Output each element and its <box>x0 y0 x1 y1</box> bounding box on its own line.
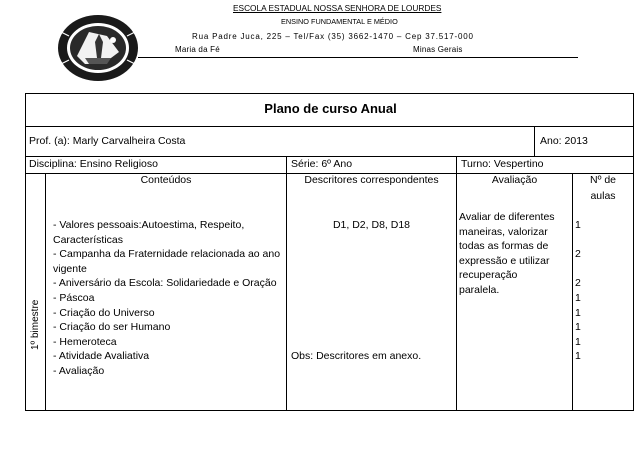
content-item: - Hemeroteca <box>53 335 117 348</box>
col-header-descritores: Descritores correspondentes <box>304 174 439 186</box>
evaluation-line: todas as formas de <box>459 240 549 253</box>
content-item: Características <box>53 233 124 246</box>
content-item: - Aniversário da Escola: Solidariedade e Oração <box>53 277 277 290</box>
lesson-count: 1 <box>575 335 581 348</box>
col-divider <box>572 173 573 410</box>
grade: Série: 6º Ano <box>291 158 353 170</box>
subject: Disciplina: Ensino Religioso <box>29 158 158 170</box>
course-plan-table <box>25 93 634 411</box>
content-item: - Criação do Universo <box>53 306 155 319</box>
content-item: vigente <box>53 262 87 275</box>
content-item: - Valores pessoais:Autoestima, Respeito, <box>53 219 245 231</box>
lesson-count: 2 <box>575 277 581 290</box>
contents-list <box>53 218 280 379</box>
lesson-count: 1 <box>575 350 581 363</box>
header-underline <box>138 57 578 58</box>
col-header-aulas: Nº de <box>589 174 616 186</box>
school-level: ENSINO FUNDAMENTAL E MÉDIO <box>281 17 398 26</box>
evaluation-line: Avaliar de diferentes <box>459 211 555 223</box>
school-state: Minas Gerais <box>413 45 463 54</box>
evaluation-text <box>459 210 555 298</box>
row-divider <box>26 126 633 127</box>
lesson-count <box>575 233 581 248</box>
col-divider <box>286 156 287 410</box>
lessons-list <box>575 218 581 364</box>
content-item: - Criação do ser Humano <box>53 321 171 334</box>
content-item: - Avaliação <box>53 364 105 377</box>
content-item: - Páscoa <box>53 291 95 304</box>
evaluation-line: recuperação <box>459 269 518 282</box>
content-item: - Atividade Avaliativa <box>53 350 150 363</box>
content-item: - Campanha da Fraternidade relacionada ao ano <box>53 248 281 261</box>
school-logo-icon <box>55 12 141 84</box>
school-name: ESCOLA ESTADUAL NOSSA SENHORA DE LOURDES <box>233 3 442 13</box>
school-year: Ano: 2013 <box>540 135 588 147</box>
evaluation-line: paralela. <box>459 283 500 296</box>
teacher-name: Prof. (a): Marly Carvalheira Costa <box>29 135 186 147</box>
col-header-conteudos: Conteúdos <box>140 174 192 186</box>
col-divider <box>456 156 457 410</box>
lesson-count: 1 <box>575 321 581 334</box>
period-text: 1º bimestre <box>30 299 41 350</box>
school-address: Rua Padre Juca, 225 – Tel/Fax (35) 3662-1470 – Cep 37.517-000 <box>192 32 474 41</box>
col-divider <box>534 126 535 156</box>
lesson-count: 2 <box>575 248 581 261</box>
evaluation-line: maneiras, valorizar <box>459 225 548 238</box>
col-header-aulas-2: aulas <box>590 190 616 202</box>
school-city: Maria da Fé <box>175 45 220 54</box>
col-divider <box>45 173 46 410</box>
document-title: Plano de curso Anual <box>264 101 397 116</box>
lesson-count: 1 <box>575 291 581 304</box>
descriptors: D1, D2, D8, D18 <box>332 219 411 231</box>
descriptors-note: Obs: Descritores em anexo. <box>291 350 422 362</box>
lesson-count <box>575 262 581 277</box>
period-label <box>30 299 44 350</box>
lesson-count: 1 <box>575 306 581 319</box>
evaluation-line: expressão e utilizar <box>459 254 550 267</box>
col-header-avaliacao: Avaliação <box>491 174 538 186</box>
shift: Turno: Vespertino <box>461 158 544 170</box>
lesson-count: 1 <box>575 219 581 231</box>
